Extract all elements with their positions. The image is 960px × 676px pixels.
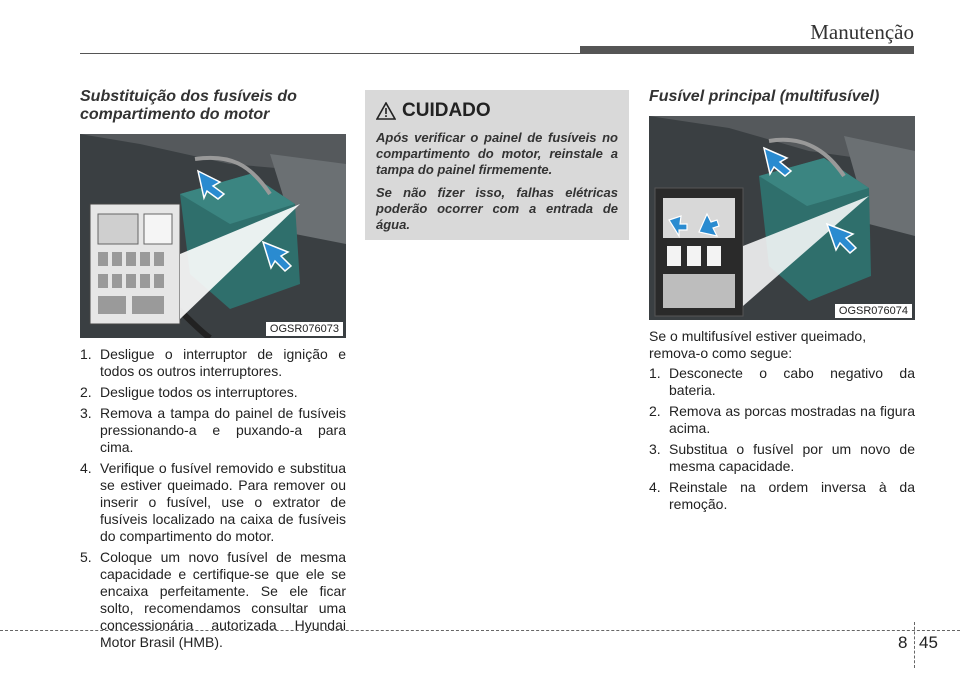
- header-title: Manutenção: [810, 20, 914, 44]
- list-item: 2. Remova as porcas mostradas na figura acima.: [649, 403, 915, 436]
- list-item: 3. Remova a tampa do painel de fusíveis pressionando-a e puxando-a para cima.: [80, 405, 346, 455]
- list-item: 2. Desligue todos os interruptores.: [80, 384, 298, 400]
- photo-code: OGSR076073: [266, 322, 343, 336]
- left-column: [80, 88, 346, 655]
- section-heading-engine-fuses: Substituição dos fusíveis do compartimento do motor: [80, 88, 297, 123]
- section-heading-multifuse: Fusível principal (multifusível): [649, 88, 880, 105]
- photo-code: OGSR076074: [835, 304, 912, 318]
- right-column: [649, 88, 915, 517]
- list-item: 5. Coloque um novo fusível de mesma capacidade e certifique-se que ele se encaixa perfeitamente. Se ele ficar solto, recomendamos consultar uma concessionária autorizada Hyundai Motor Brasil (HMB).: [80, 549, 346, 650]
- warning-icon: [376, 102, 396, 120]
- engine-fuse-box-photo: [80, 134, 346, 338]
- footer-divider: [914, 622, 915, 668]
- multifuse-illustration: [649, 116, 915, 320]
- engine-fuse-steps: [80, 346, 346, 651]
- caution-box: [365, 90, 629, 240]
- chapter-number: 8: [898, 633, 908, 652]
- multifuse-intro: Se o multifusível estiver queimado, remova-o como segue:: [649, 328, 867, 361]
- multifuse-photo: [649, 116, 915, 320]
- multifuse-steps: [649, 365, 915, 513]
- header-rule: [80, 53, 580, 54]
- list-item: 1. Desligue o interruptor de ignição e todos os outros interruptores.: [80, 346, 346, 379]
- caution-title: CUIDADO: [376, 100, 618, 122]
- page-number: 45: [919, 633, 938, 652]
- footer-rule: [0, 630, 960, 631]
- caution-text: Após verificar o painel de fusíveis no compartimento do motor, reinstale a tampa do painel firmemente.: [376, 130, 618, 177]
- list-item: 1. Desconecte o cabo negativo da bateria.: [649, 365, 915, 398]
- caution-text: Se não fizer isso, falhas elétricas poderão ocorrer com a entrada de água.: [376, 185, 618, 232]
- list-item: 4. Reinstale na ordem inversa à da remoção.: [649, 479, 915, 512]
- fuse-box-illustration: [80, 134, 346, 338]
- header-rule-bar: [580, 46, 914, 54]
- list-item: 4. Verifique o fusível removido e substitua se estiver queimado. Para remover ou inserir o fusível, use o extrator de fusíveis localizado na caixa de fusíveis do compartimento do motor.: [80, 460, 346, 544]
- list-item: 3. Substitua o fusível por um novo de mesma capacidade.: [649, 441, 915, 474]
